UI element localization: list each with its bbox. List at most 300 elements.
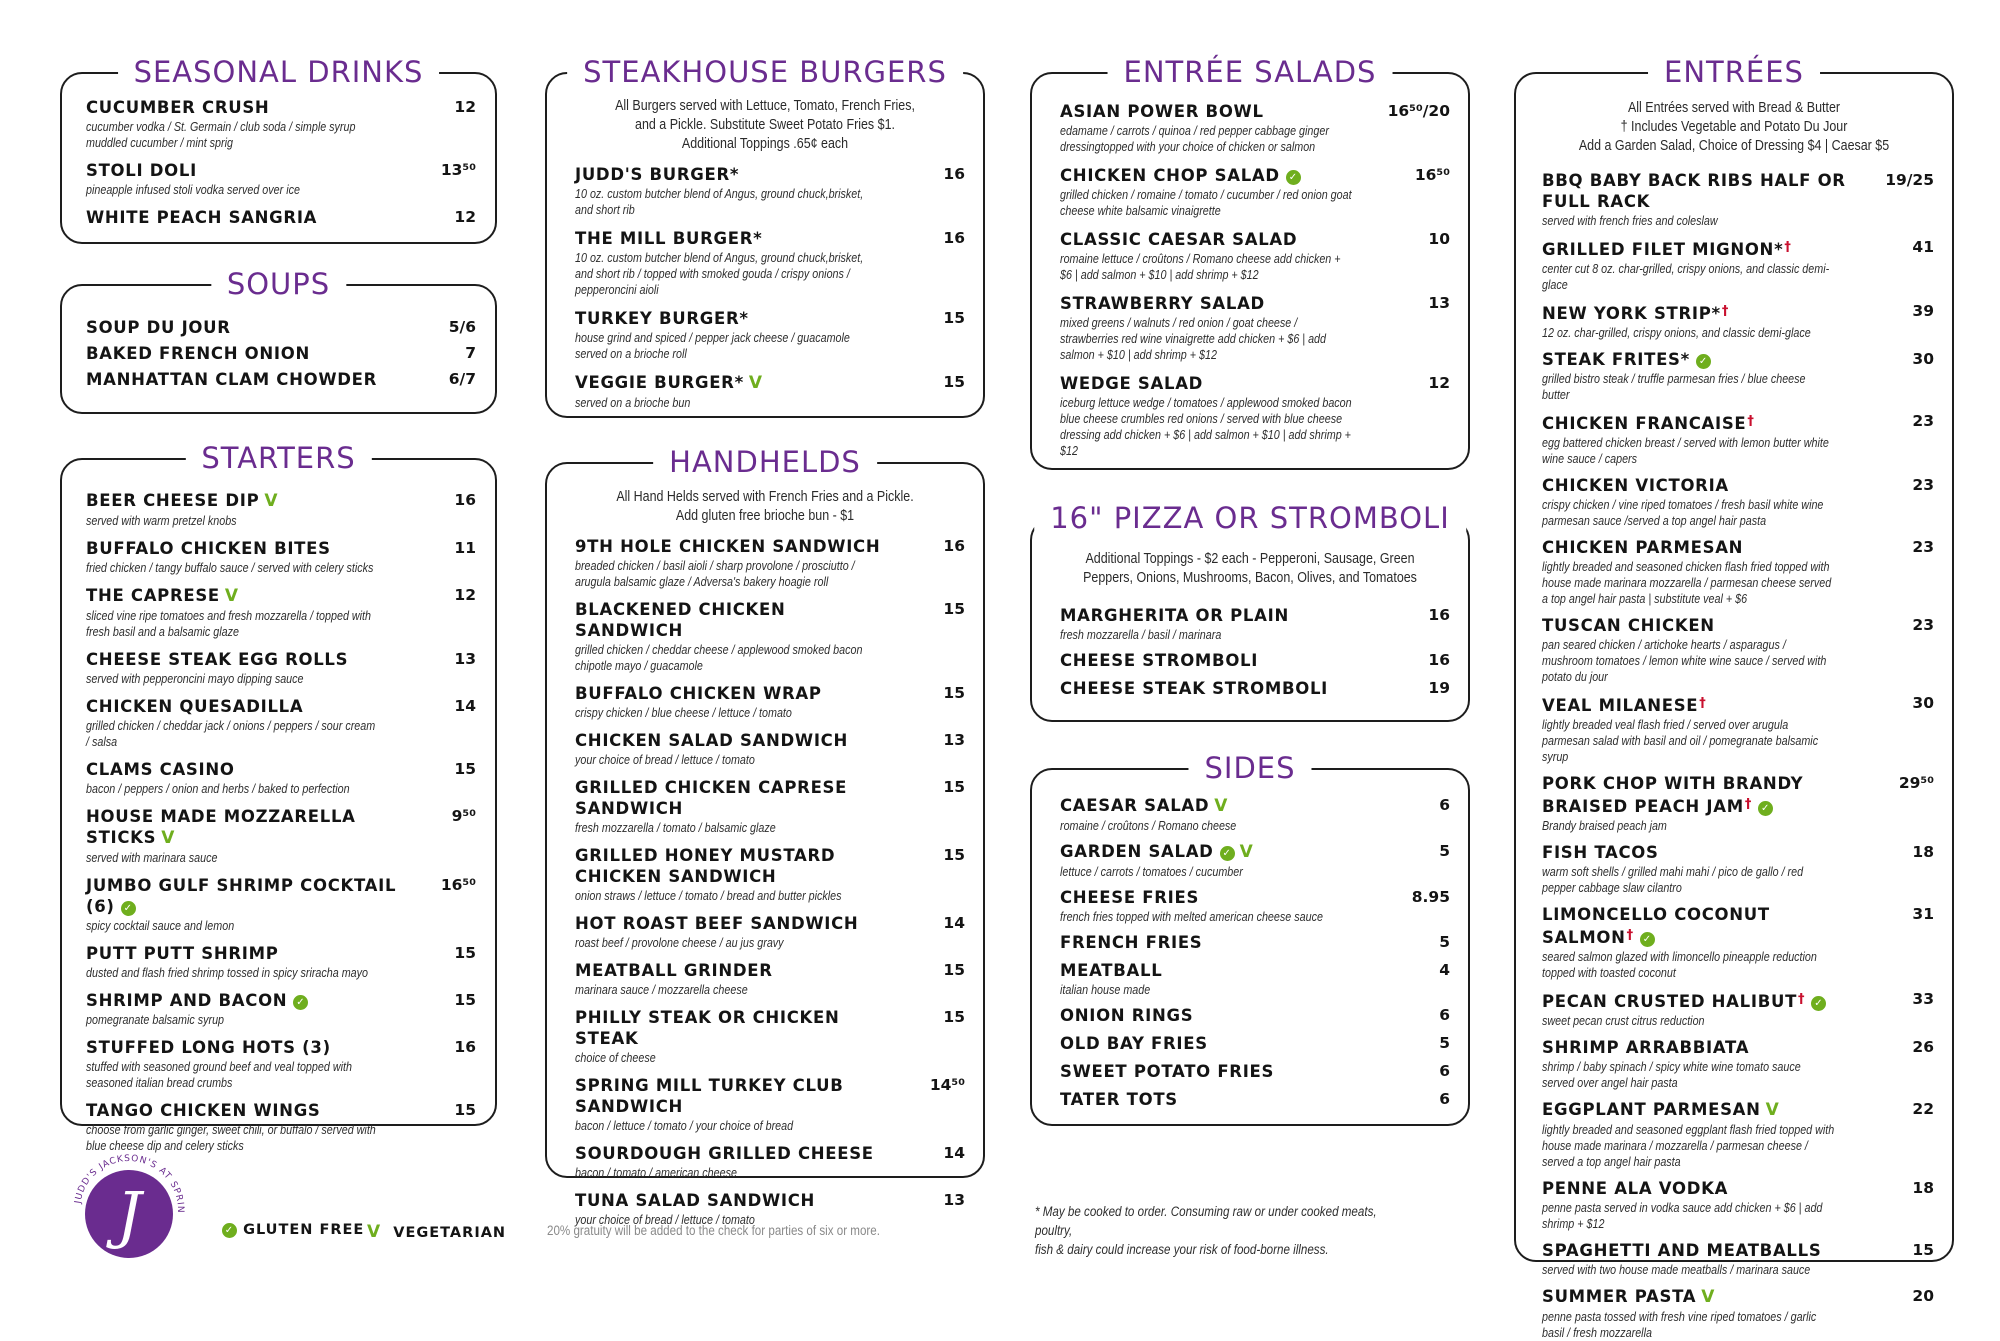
menu-item-name: SPRING MILL TURKEY CLUB SANDWICH [575,1076,844,1116]
menu-item-price: 13 [943,731,965,749]
dagger-icon: † [1747,414,1755,429]
menu-item-price: 22 [1912,1100,1934,1118]
menu-item-description: sliced vine ripe tomatoes and fresh mozzarella / topped with fresh basil and a balsamic glaze [86,609,372,639]
vegetarian-icon: V [1765,1100,1780,1120]
menu-item-name: CHICKEN SALAD SANDWICH [575,731,848,750]
menu-item [86,97,476,151]
menu-item-header [575,845,965,887]
menu-item-description: served on a brioche bun [575,396,691,410]
menu-item [1542,1099,1934,1170]
menu-item-price: 9⁵⁰ [451,807,476,825]
menu-item-title [86,343,310,364]
text-line: Add gluten free brioche bun - $1 [675,508,855,524]
menu-item-price: 39 [1912,302,1934,320]
menu-item-price: 6 [1439,1062,1450,1080]
menu-item-name: CHICKEN PARMESAN [1542,538,1744,557]
menu-item-price: 15 [943,961,965,979]
menu-item-header [1542,537,1934,558]
menu-item [1542,1240,1934,1278]
menu-item [1060,1061,1450,1082]
gluten-free-icon: ✓ [121,901,136,916]
menu-item [1542,301,1934,341]
menu-item-description: pan seared chicken / artichoke hearts / asparagus / mushroom tomatoes / lemon white wine sauce / served with potato du jour [1542,638,1827,684]
menu-item [1060,932,1450,953]
menu-item-header [86,538,476,559]
menu-item-header [1060,960,1450,981]
menu-item-header [1060,1005,1450,1026]
menu-item [1542,989,1934,1029]
menu-list [575,536,965,1228]
vegetarian-label: VEGETARIAN [393,1225,507,1241]
menu-item-name: WEDGE SALAD [1060,374,1204,393]
menu-item [575,777,965,836]
menu-item-description: lightly breaded and seasoned eggplant flash fried topped with house made marinara / mozzarella / parmesan cheese / served a top angel hair pasta [1542,1123,1835,1169]
menu-item-title [1542,773,1862,817]
menu-item-name: CHICKEN CHOP SALAD [1060,166,1280,185]
menu-item-price: 5/6 [448,318,476,336]
menu-item-price: 41 [1912,238,1934,256]
vegetarian-icon: V [1239,842,1254,862]
menu-item [1060,229,1450,283]
menu-item-name: CHEESE STROMBOLI [1060,651,1259,670]
menu-item [1542,475,1934,529]
menu-item [86,875,476,934]
menu-item-header [86,207,476,228]
menu-item-name: CLASSIC CAESAR SALAD [1060,230,1298,249]
section-intro [586,97,944,154]
menu-item-name: CHICKEN QUESADILLA [86,697,304,716]
restaurant-logo [68,1148,190,1270]
menu-item-price: 16⁵⁰ [1414,166,1450,184]
menu-item-description: served with warm pretzel knobs [86,514,237,528]
menu-item-title [575,228,762,249]
menu-item-header [86,317,476,338]
menu-item [1542,904,1934,981]
menu-item-name: PHILLY STEAK OR CHICKEN STEAK [575,1008,840,1048]
menu-item [1060,605,1450,643]
menu-item-title [1542,237,1792,260]
menu-item-price: 14⁵⁰ [929,1076,965,1094]
menu-item-title [1542,1178,1728,1199]
menu-item-title [1542,842,1659,863]
menu-item-name: HOT ROAST BEEF SANDWICH [575,914,859,933]
menu-item-header [1542,989,1934,1012]
menu-item-header [86,160,476,181]
menu-item-name: SOUP DU JOUR [86,318,231,337]
menu-item-title [1060,1089,1178,1110]
menu-item-title [575,308,749,329]
menu-item-header [1060,1089,1450,1110]
menu-item-title [575,913,858,934]
menu-item-title [86,806,406,849]
menu-item-header [86,490,476,512]
menu-item-header [575,599,965,641]
menu-item-description: breaded chicken / basil aioli / sharp provolone / prosciutto / arugula balsamic glaze / Adversa's bakery hoagie roll [575,559,855,589]
menu-item-header [575,1190,965,1211]
menu-item-header [1060,795,1450,817]
menu-item-description: choose from garlic ginger, sweet chili, or buffalo / served with blue cheese dip and celery sticks [86,1123,376,1153]
menu-item-description: fresh mozzarella / tomato / balsamic glaze [575,821,776,835]
menu-item-title [1060,1061,1274,1082]
menu-item-price: 15 [943,373,965,391]
vegetarian-legend [367,1222,506,1242]
menu-item-header [575,164,965,185]
gluten-free-legend [222,1222,364,1238]
menu-item-name: SPAGHETTI AND MEATBALLS [1542,1241,1822,1260]
menu-item-header [575,777,965,819]
menu-item-title [86,160,197,181]
menu-item-header [1542,1037,1934,1058]
menu-item-name: OLD BAY FRIES [1060,1034,1208,1053]
menu-item-name: CHEESE STEAK EGG ROLLS [86,650,349,669]
vegetarian-icon: V [1701,1287,1716,1307]
menu-item-price: 5 [1439,933,1450,951]
menu-item-title [1542,989,1826,1012]
menu-item-title [86,490,278,512]
menu-item-header [86,806,476,849]
menu-item-title [575,960,773,981]
menu-item-name: PECAN CRUSTED HALIBUT [1542,992,1798,1011]
menu-item-price: 15 [943,1008,965,1026]
menu-item-description: sweet pecan crust citrus reduction [1542,1014,1705,1028]
menu-item-title [1542,301,1729,324]
menu-item [575,1143,965,1181]
menu-item-name: BLACKENED CHICKEN SANDWICH [575,600,786,640]
menu-item [575,913,965,951]
menu-item-name: BAKED FRENCH ONION [86,344,310,363]
vegetarian-icon: V [161,828,176,848]
menu-item-description: your choice of bread / lettuce / tomato [575,753,755,767]
menu-item-name: TUNA SALAD SANDWICH [575,1191,816,1210]
menu-item [1542,1037,1934,1091]
gluten-free-label: GLUTEN FREE [243,1222,365,1238]
menu-item-header [1542,170,1934,212]
menu-item-description: marinara sauce / mozzarella cheese [575,983,748,997]
menu-item [86,1037,476,1091]
menu-item-name: BBQ BABY BACK RIBS HALF OR FULL RACK [1542,171,1846,211]
menu-item-title [1060,887,1199,908]
menu-item-name: FISH TACOS [1542,843,1659,862]
menu-item-price: 16 [943,537,965,555]
menu-item [1060,165,1450,219]
menu-item-price: 5 [1439,842,1450,860]
menu-item-name: CUCUMBER CRUSH [86,98,270,117]
menu-item-description: bacon / peppers / onion and herbs / baked to perfection [86,782,350,796]
menu-item-title [1060,960,1162,981]
menu-item [575,730,965,768]
menu-item-price: 6 [1439,1006,1450,1024]
menu-item-price: 15 [454,760,476,778]
menu-item-description: crispy chicken / blue cheese / lettuce / tomato [575,706,792,720]
menu-item [1060,887,1450,925]
menu-item-title [1060,841,1253,863]
menu-item-description: pomegranate balsamic syrup [86,1013,225,1027]
text-line: Additional Toppings - $2 each - Pepperoni, Sausage, Green [1085,551,1415,567]
menu-item-description: grilled chicken / romaine / tomato / cucumber / red onion goat cheese white balsamic vinaigrette [1060,188,1352,218]
menu-item-title [86,538,331,559]
menu-item-description: your choice of bread / lettuce / tomato [575,1213,755,1227]
menu-item-name: CHEESE STEAK STROMBOLI [1060,679,1329,698]
gluten-free-icon: ✓ [1811,996,1826,1011]
menu-item-title [86,1100,321,1121]
menu-item-title [575,372,763,394]
menu-list [1060,605,1450,699]
menu-item-name: MEATBALL GRINDER [575,961,773,980]
menu-item-price: 19/25 [1885,171,1934,189]
menu-item-name: STRAWBERRY SALAD [1060,294,1265,313]
menu-item-price: 15 [1912,1241,1934,1259]
menu-item-description: served with marinara sauce [86,851,218,865]
menu-item-name: NEW YORK STRIP* [1542,304,1721,323]
entree-salads-section [1030,55,1470,470]
menu-item-title [1542,1099,1780,1121]
menu-item [1542,411,1934,467]
menu-item-header [575,960,965,981]
menu-item-name: ONION RINGS [1060,1006,1194,1025]
menu-item-header [575,683,965,704]
menu-item-title [1060,165,1301,186]
menu-item-header [1542,693,1934,716]
menu-item-name: STUFFED LONG HOTS (3) [86,1038,331,1057]
menu-item-name: GRILLED HONEY MUSTARD CHICKEN SANDWICH [575,846,836,886]
menu-item-header [86,696,476,717]
menu-item-header [1542,1178,1934,1199]
menu-item-price: 5 [1439,1034,1450,1052]
menu-item-description: fresh mozzarella / basil / marinara [1060,628,1222,642]
menu-item-header [86,97,476,118]
menu-item-price: 30 [1912,694,1934,712]
menu-item-header [1542,904,1934,948]
menu-list [1060,795,1450,1110]
menu-item [1060,678,1450,699]
menu-item-name: TATER TOTS [1060,1090,1178,1109]
menu-item-title [1060,229,1297,250]
gluten-free-icon: ✓ [1640,932,1655,947]
menu-item [575,164,965,218]
menu-item-price: 16 [943,165,965,183]
menu-item-header [1542,301,1934,324]
menu-item [86,649,476,687]
menu-item [575,308,965,362]
menu-item-price: 23 [1912,616,1934,634]
menu-list [1060,101,1450,459]
menu-item-description: mixed greens / walnuts / red onion / goat cheese / strawberries red wine vinaigrette add chicken + $6 | add salmon + $10 | add shrimp + $12 [1060,316,1327,362]
menu-item-description: choice of cheese [575,1051,656,1065]
text-line: fish & dairy could increase your risk of food-borne illness. [1035,1242,1329,1257]
menu-list [1542,170,1934,1341]
menu-item-name: FRENCH FRIES [1060,933,1203,952]
menu-item [1542,349,1934,403]
text-line: * May be cooked to order. Consuming raw or under cooked meats, poultry, [1035,1204,1377,1238]
gluten-free-icon: ✓ [1758,801,1773,816]
menu-item-title [86,649,348,670]
menu-item [86,943,476,981]
menu-item-header [1060,165,1450,186]
logo-ring-text: JUDD'S JACKSON'S AT SPRIN [73,1153,186,1214]
menu-item-title [86,696,303,717]
menu-item-price: 13 [454,650,476,668]
section-title: ENTRÉES [1648,54,1820,90]
text-line: Add a Garden Salad, Choice of Dressing $4 | Caesar $5 [1578,138,1890,154]
menu-item-title [575,777,895,819]
menu-item [575,372,965,411]
section-title: STARTERS [185,440,371,476]
menu-item-description: shrimp / baby spinach / spicy white wine tomato sauce served over angel hair pasta [1542,1060,1801,1090]
gluten-free-icon: ✓ [1696,354,1711,369]
menu-item-description: cucumber vodka / St. Germain / club soda / simple syrup muddled cucumber / mint sprig [86,120,356,150]
menu-item-header [575,1143,965,1164]
menu-item-name: JUDD'S BURGER* [575,165,740,184]
menu-item [86,806,476,866]
menu-item-name: MEATBALL [1060,961,1163,980]
menu-item-description: edamame / carrots / quinoa / red pepper cabbage ginger dressingtopped with your choice of chicken or salmon [1060,124,1329,154]
menu-item-name: SHRIMP ARRABBIATA [1542,1038,1750,1057]
menu-item-description: penne pasta served in vodka sauce add chicken + $6 | add shrimp + $12 [1542,1201,1823,1231]
section-title: 16" PIZZA OR STROMBOLI [1034,500,1466,536]
menu-item-title [1060,101,1264,122]
menu-item-price: 14 [943,914,965,932]
menu-item-description: lightly breaded veal flash fried / served over arugula parmesan salad with basil and oil / pomegranate balsamic syrup [1542,718,1819,764]
menu-item-header [1060,678,1450,699]
menu-item-title [1060,1033,1208,1054]
menu-item-name: SHRIMP AND BACON [86,991,288,1010]
menu-list [86,490,476,1154]
logo-mark [68,1148,190,1270]
menu-item [86,990,476,1028]
menu-item-name: BUFFALO CHICKEN WRAP [575,684,822,703]
menu-item-name: EGGPLANT PARMESAN [1542,1100,1761,1119]
menu-item-description: egg battered chicken breast / served with lemon butter white wine sauce / capers [1542,436,1829,466]
menu-item-name: WHITE PEACH SANGRIA [86,208,318,227]
menu-item-name: TURKEY BURGER* [575,309,749,328]
burgers-section [545,55,985,418]
menu-item-title [86,759,235,780]
seasonal-drinks-section [60,55,497,244]
menu-item-name: THE MILL BURGER* [575,229,763,248]
menu-item [86,207,476,228]
menu-item-title [1542,615,1715,636]
menu-item-title [575,1075,895,1117]
menu-item-name: JUMBO GULF SHRIMP COCKTAIL (6) [86,876,397,916]
menu-item-header [1060,293,1450,314]
menu-item-price: 26 [1912,1038,1934,1056]
menu-item-price: 15 [943,778,965,796]
menu-item-description: 10 oz. custom butcher blend of Angus, ground chuck,brisket, and short rib [575,187,864,217]
vegetarian-icon: V [1214,796,1229,816]
menu-item-description: served with french fries and coleslaw [1542,214,1718,228]
menu-item-description: romaine lettuce / croûtons / Romano cheese add chicken + $6 | add salmon + $10 | add shrimp + $12 [1060,252,1341,282]
menu-item-description: 10 oz. custom butcher blend of Angus, ground chuck,brisket, and short rib / topped with smoked gouda / crispy onions / pepperoncini aioli [575,251,864,297]
menu-item-title [1542,537,1743,558]
menu-item-header [575,913,965,934]
menu-list [86,97,476,228]
text-line: † Includes Vegetable and Potato Du Jour [1620,119,1848,135]
menu-item-price: 30 [1912,350,1934,368]
menu-item-title [575,1007,895,1049]
menu-item-name: VEGGIE BURGER* [575,373,744,392]
menu-item-price: 6/7 [448,370,476,388]
menu-item-price: 13 [1428,294,1450,312]
menu-item-description: grilled chicken / cheddar cheese / applewood smoked bacon chipotle mayo / guacamole [575,643,863,673]
menu-item-name: PUTT PUTT SHRIMP [86,944,279,963]
menu-item-title [86,585,239,607]
menu-item [86,343,476,364]
menu-item-description: 12 oz. char-grilled, crispy onions, and classic demi-glace [1542,326,1811,340]
menu-item-title [575,1143,874,1164]
menu-item-header [1542,1099,1934,1121]
menu-item-description: spicy cocktail sauce and lemon [86,919,235,933]
menu-item-title [1542,904,1862,948]
section-intro [586,488,944,526]
menu-item-name: CHICKEN VICTORIA [1542,476,1729,495]
dagger-icon: † [1626,928,1634,943]
menu-item-title [1542,1286,1715,1308]
menu-item-price: 18 [1912,1179,1934,1197]
section-intro [1555,99,1913,156]
menu-item-name: STEAK FRITES* [1542,350,1690,369]
menu-item-header [86,369,476,390]
menu-item-title [575,536,880,557]
menu-item [86,759,476,797]
menu-item-price: 13⁵⁰ [440,161,476,179]
dagger-icon: † [1798,992,1806,1007]
menu-list [86,317,476,390]
menu-item-description: stuffed with seasoned ground beef and veal topped with seasoned italian bread crumbs [86,1060,352,1090]
section-title: SEASONAL DRINKS [118,54,440,90]
menu-item-header [1060,1061,1450,1082]
menu-item-header [1542,1286,1934,1308]
menu-item [1542,773,1934,834]
menu-item [1542,237,1934,293]
menu-item [86,369,476,390]
menu-item [86,538,476,576]
menu-item-header [575,228,965,249]
menu-item [86,585,476,640]
menu-item-description: Brandy braised peach jam [1542,819,1667,833]
menu-item-title [1060,650,1258,671]
menu-item [575,1075,965,1134]
menu-item-description: lettuce / carrots / tomatoes / cucumber [1060,865,1243,879]
menu-item-price: 16 [943,229,965,247]
vegetarian-icon: V [224,586,239,606]
gluten-free-icon: ✓ [1220,846,1235,861]
menu-item-price: 14 [454,697,476,715]
menu-item-header [575,372,965,394]
menu-item-header [1542,237,1934,260]
menu-item [86,160,476,198]
gratuity-note: 20% gratuity will be added to the check for parties of six or more. [547,1223,880,1238]
menu-item-price: 12 [454,98,476,116]
menu-item-header [1542,1240,1934,1261]
menu-item-description: italian house made [1060,983,1151,997]
handhelds-section [545,445,985,1227]
menu-item-name: THE CAPRESE [86,586,220,605]
menu-item-price: 10 [1428,230,1450,248]
menu-item-header [86,649,476,670]
menu-item [1542,693,1934,765]
menu-item-price: 15 [943,846,965,864]
menu-item-name: MARGHERITA OR PLAIN [1060,606,1289,625]
menu-item-title [1060,293,1265,314]
menu-item-description: pineapple infused stoli vodka served over ice [86,183,300,197]
menu-item-description: served with two house made meatballs / marinara sauce [1542,1263,1811,1277]
section-title: SIDES [1188,750,1311,786]
menu-item-description: seared salmon glazed with limoncello pineapple reduction topped with toasted coconut [1542,950,1817,980]
text-line: All Burgers served with Lettuce, Tomato, French Fries, [615,98,915,114]
menu-item-price: 16 [454,491,476,509]
menu-item-description: penne pasta tossed with fresh vine riped tomatoes / garlic basil / fresh mozzarella [1542,1310,1817,1340]
menu-item-description: center cut 8 oz. char-grilled, crispy onions, and classic demi-glace [1542,262,1830,292]
